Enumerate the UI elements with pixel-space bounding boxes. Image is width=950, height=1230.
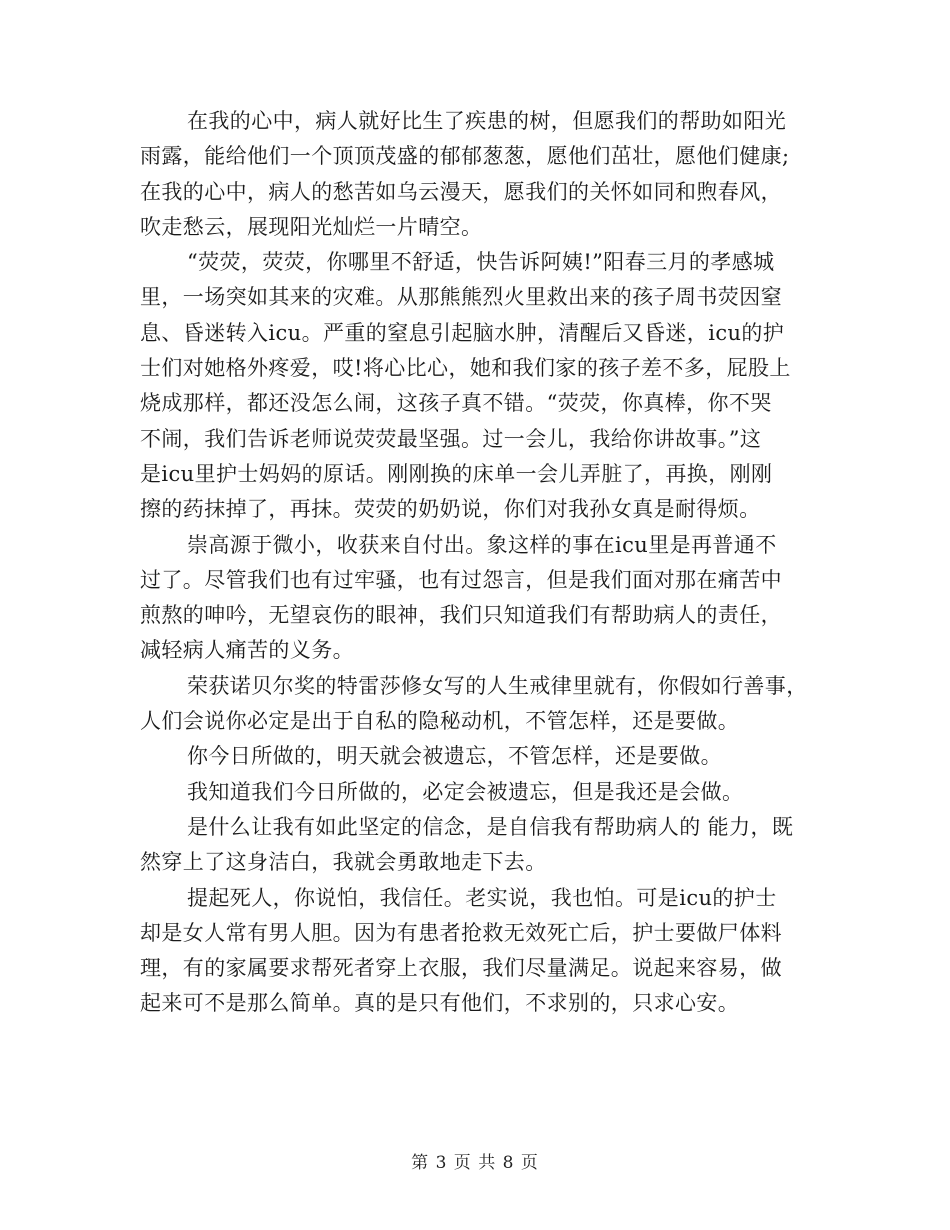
- paragraph-4-line-1: 荣获诺贝尔奖的特雷莎修女写的人生戒律里就有，你假如行善事，: [187, 673, 808, 698]
- page-number-footer: 第 3 页 共 8 页: [411, 1153, 539, 1173]
- paragraph-7-line-2: 然穿上了这身洁白，我就会勇敢地走下去。: [140, 850, 547, 875]
- paragraph-5-line-1: 你今日所做的，明天就会被遗忘，不管怎样，还是要做。: [187, 744, 722, 769]
- paragraph-3-line-4: 减轻病人痛苦的义务。: [140, 638, 354, 663]
- paragraph-8-line-1: 提起死人，你说怕，我信任。老实说，我也怕。可是icu的护士: [187, 885, 777, 910]
- paragraph-1-line-1: 在我的心中，病人就好比生了疾患的树，但愿我们的帮助如阳光: [187, 109, 787, 133]
- paragraph-4-line-2: 人们会说你必定是出于自私的隐秘动机，不管怎样，还是要做。: [140, 709, 740, 734]
- paragraph-1-line-4: 吹走愁云，展现阳光灿烂一片晴空。: [140, 214, 483, 239]
- paragraph-2-line-2: 里，一场突如其来的灾难。从那熊熊烈火里救出来的孩子周书荧因窒: [140, 285, 782, 310]
- paragraph-2-line-6: 不闹，我们告诉老师说荧荧最坚强。过一会儿，我给你讲故事。”这: [140, 426, 762, 451]
- paragraph-6-line-1: 我知道我们今日所做的，必定会被遗忘，但是我还是会做。: [187, 779, 744, 804]
- paragraph-3-line-3: 煎熬的呻吟，无望哀伤的眼神，我们只知道我们有帮助病人的责任，: [140, 603, 782, 628]
- paragraph-8-line-3: 理，有的家属要求帮死者穿上衣服，我们尽量满足。说起来容易，做: [140, 956, 782, 981]
- paragraph-2-line-3: 息、昏迷转入icu。严重的窒息引起脑水肿，清醒后又昏迷，icu的护: [140, 320, 785, 345]
- paragraph-2-line-5: 烧成那样，都还没怎么闹，这孩子真不错。“荧荧，你真棒，你不哭: [140, 391, 772, 416]
- paragraph-8-line-4: 起来可不是那么简单。真的是只有他们，不求别的，只求心安。: [140, 991, 740, 1016]
- paragraph-2-line-1: “荧荧，荧荧，你哪里不舒适，快告诉阿姨!”阳春三月的孝感城: [187, 250, 775, 275]
- paragraph-2-line-4: 士们对她格外疼爱，哎!将心比心，她和我们家的孩子差不多，屁股上: [140, 356, 791, 381]
- paragraph-1-line-3: 在我的心中，病人的愁苦如乌云漫天，愿我们的关怀如同和煦春风，: [140, 179, 782, 204]
- paragraph-2-line-7: 是icu里护士妈妈的原话。刚刚换的床单一会儿弄脏了，再换，刚刚: [140, 461, 773, 486]
- paragraph-8-line-2: 却是女人常有男人胆。因为有患者抢救无效死亡后，护士要做尸体料: [140, 920, 782, 945]
- paragraph-1-line-2: 雨露，能给他们一个顶顶茂盛的郁郁葱葱，愿他们茁壮，愿他们健康;: [140, 144, 790, 169]
- paragraph-7-line-1: 是什么让我有如此坚定的信念，是自信我有帮助病人的 能力，既: [187, 814, 794, 839]
- paragraph-3-line-1: 崇高源于微小，收获来自付出。象这样的事在icu里是再普通不: [187, 532, 777, 557]
- paragraph-2-line-8: 擦的药抹掉了，再抹。荧荧的奶奶说，你们对我孙女真是耐得烦。: [140, 497, 761, 522]
- paragraph-3-line-2: 过了。尽管我们也有过牢骚，也有过怨言，但是我们面对那在痛苦中: [140, 567, 782, 592]
- document-body: [140, 104, 808, 1022]
